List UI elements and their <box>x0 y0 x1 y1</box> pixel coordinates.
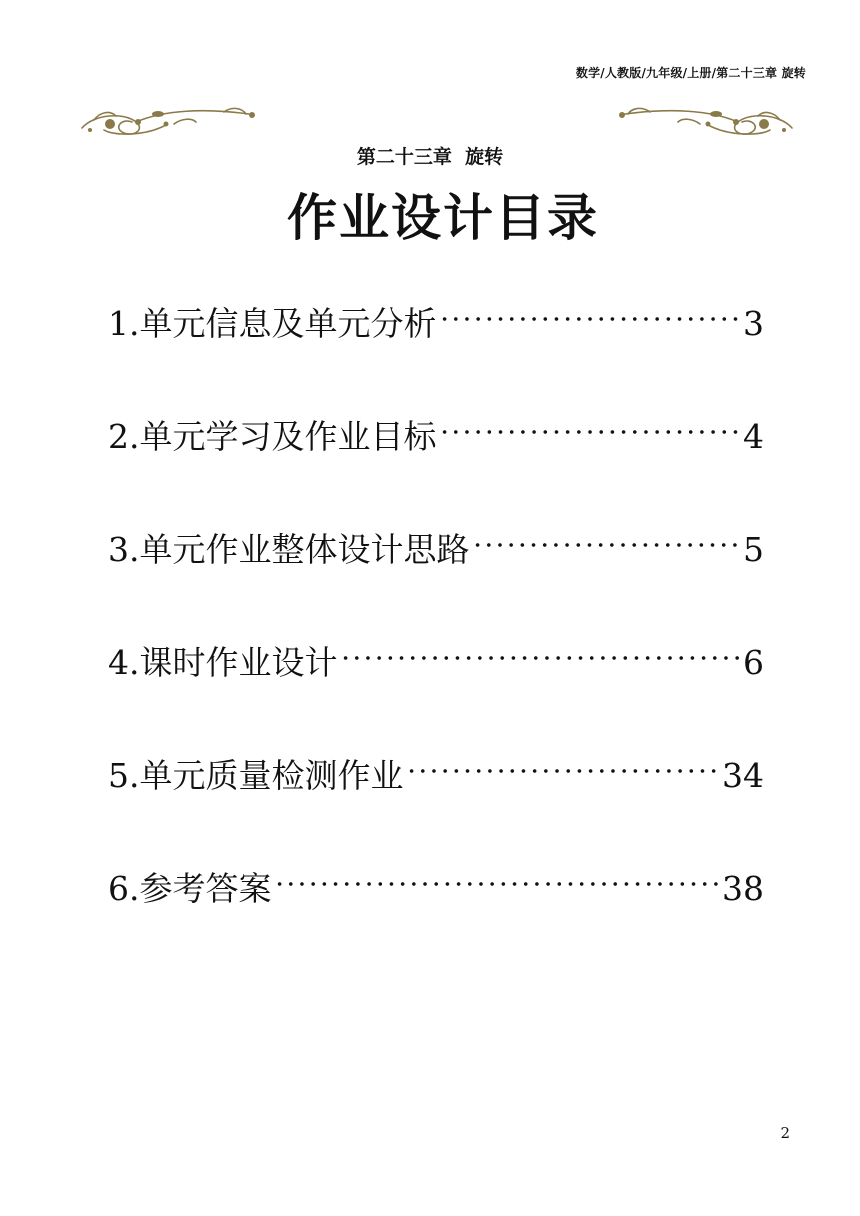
toc-entry-page: 4 <box>743 417 764 456</box>
toc-entry-page: 6 <box>743 643 764 682</box>
flourish-left-ornament <box>74 100 264 142</box>
toc-leader-dots <box>274 878 721 890</box>
toc-entry-page: 3 <box>743 304 764 343</box>
toc-entry-label: 3.单元作业整体设计思路 <box>108 530 470 569</box>
toc-entry-page: 38 <box>722 869 764 908</box>
toc-entry-page: 5 <box>743 530 764 569</box>
toc-entry-label: 4.课时作业设计 <box>108 643 338 682</box>
page-number: 2 <box>780 1124 790 1142</box>
table-of-contents <box>108 296 764 974</box>
toc-entry[interactable] <box>108 861 764 974</box>
toc-entry[interactable] <box>108 748 764 861</box>
toc-entry[interactable] <box>108 522 764 635</box>
toc-leader-dots <box>439 313 742 325</box>
page-title: 作业设计目录 <box>287 189 599 247</box>
toc-entry[interactable] <box>108 635 764 748</box>
toc-entry-label: 6.参考答案 <box>108 869 272 908</box>
toc-entry-label: 2.单元学习及作业目标 <box>108 417 437 456</box>
toc-leader-dots <box>340 652 742 664</box>
toc-entry[interactable] <box>108 409 764 522</box>
header-breadcrumb: 数学/人教版/九年级/上册/第二十三章 旋转 <box>575 66 806 80</box>
toc-leader-dots <box>439 426 742 438</box>
toc-leader-dots <box>406 765 721 777</box>
toc-entry-page: 34 <box>722 756 764 795</box>
flourish-right-ornament <box>610 100 800 142</box>
toc-entry-label: 5.单元质量检测作业 <box>108 756 404 795</box>
toc-entry-label: 1.单元信息及单元分析 <box>108 304 437 343</box>
toc-entry[interactable] <box>108 296 764 409</box>
chapter-title: 第二十三章 旋转 <box>356 146 504 168</box>
toc-leader-dots <box>472 539 742 551</box>
